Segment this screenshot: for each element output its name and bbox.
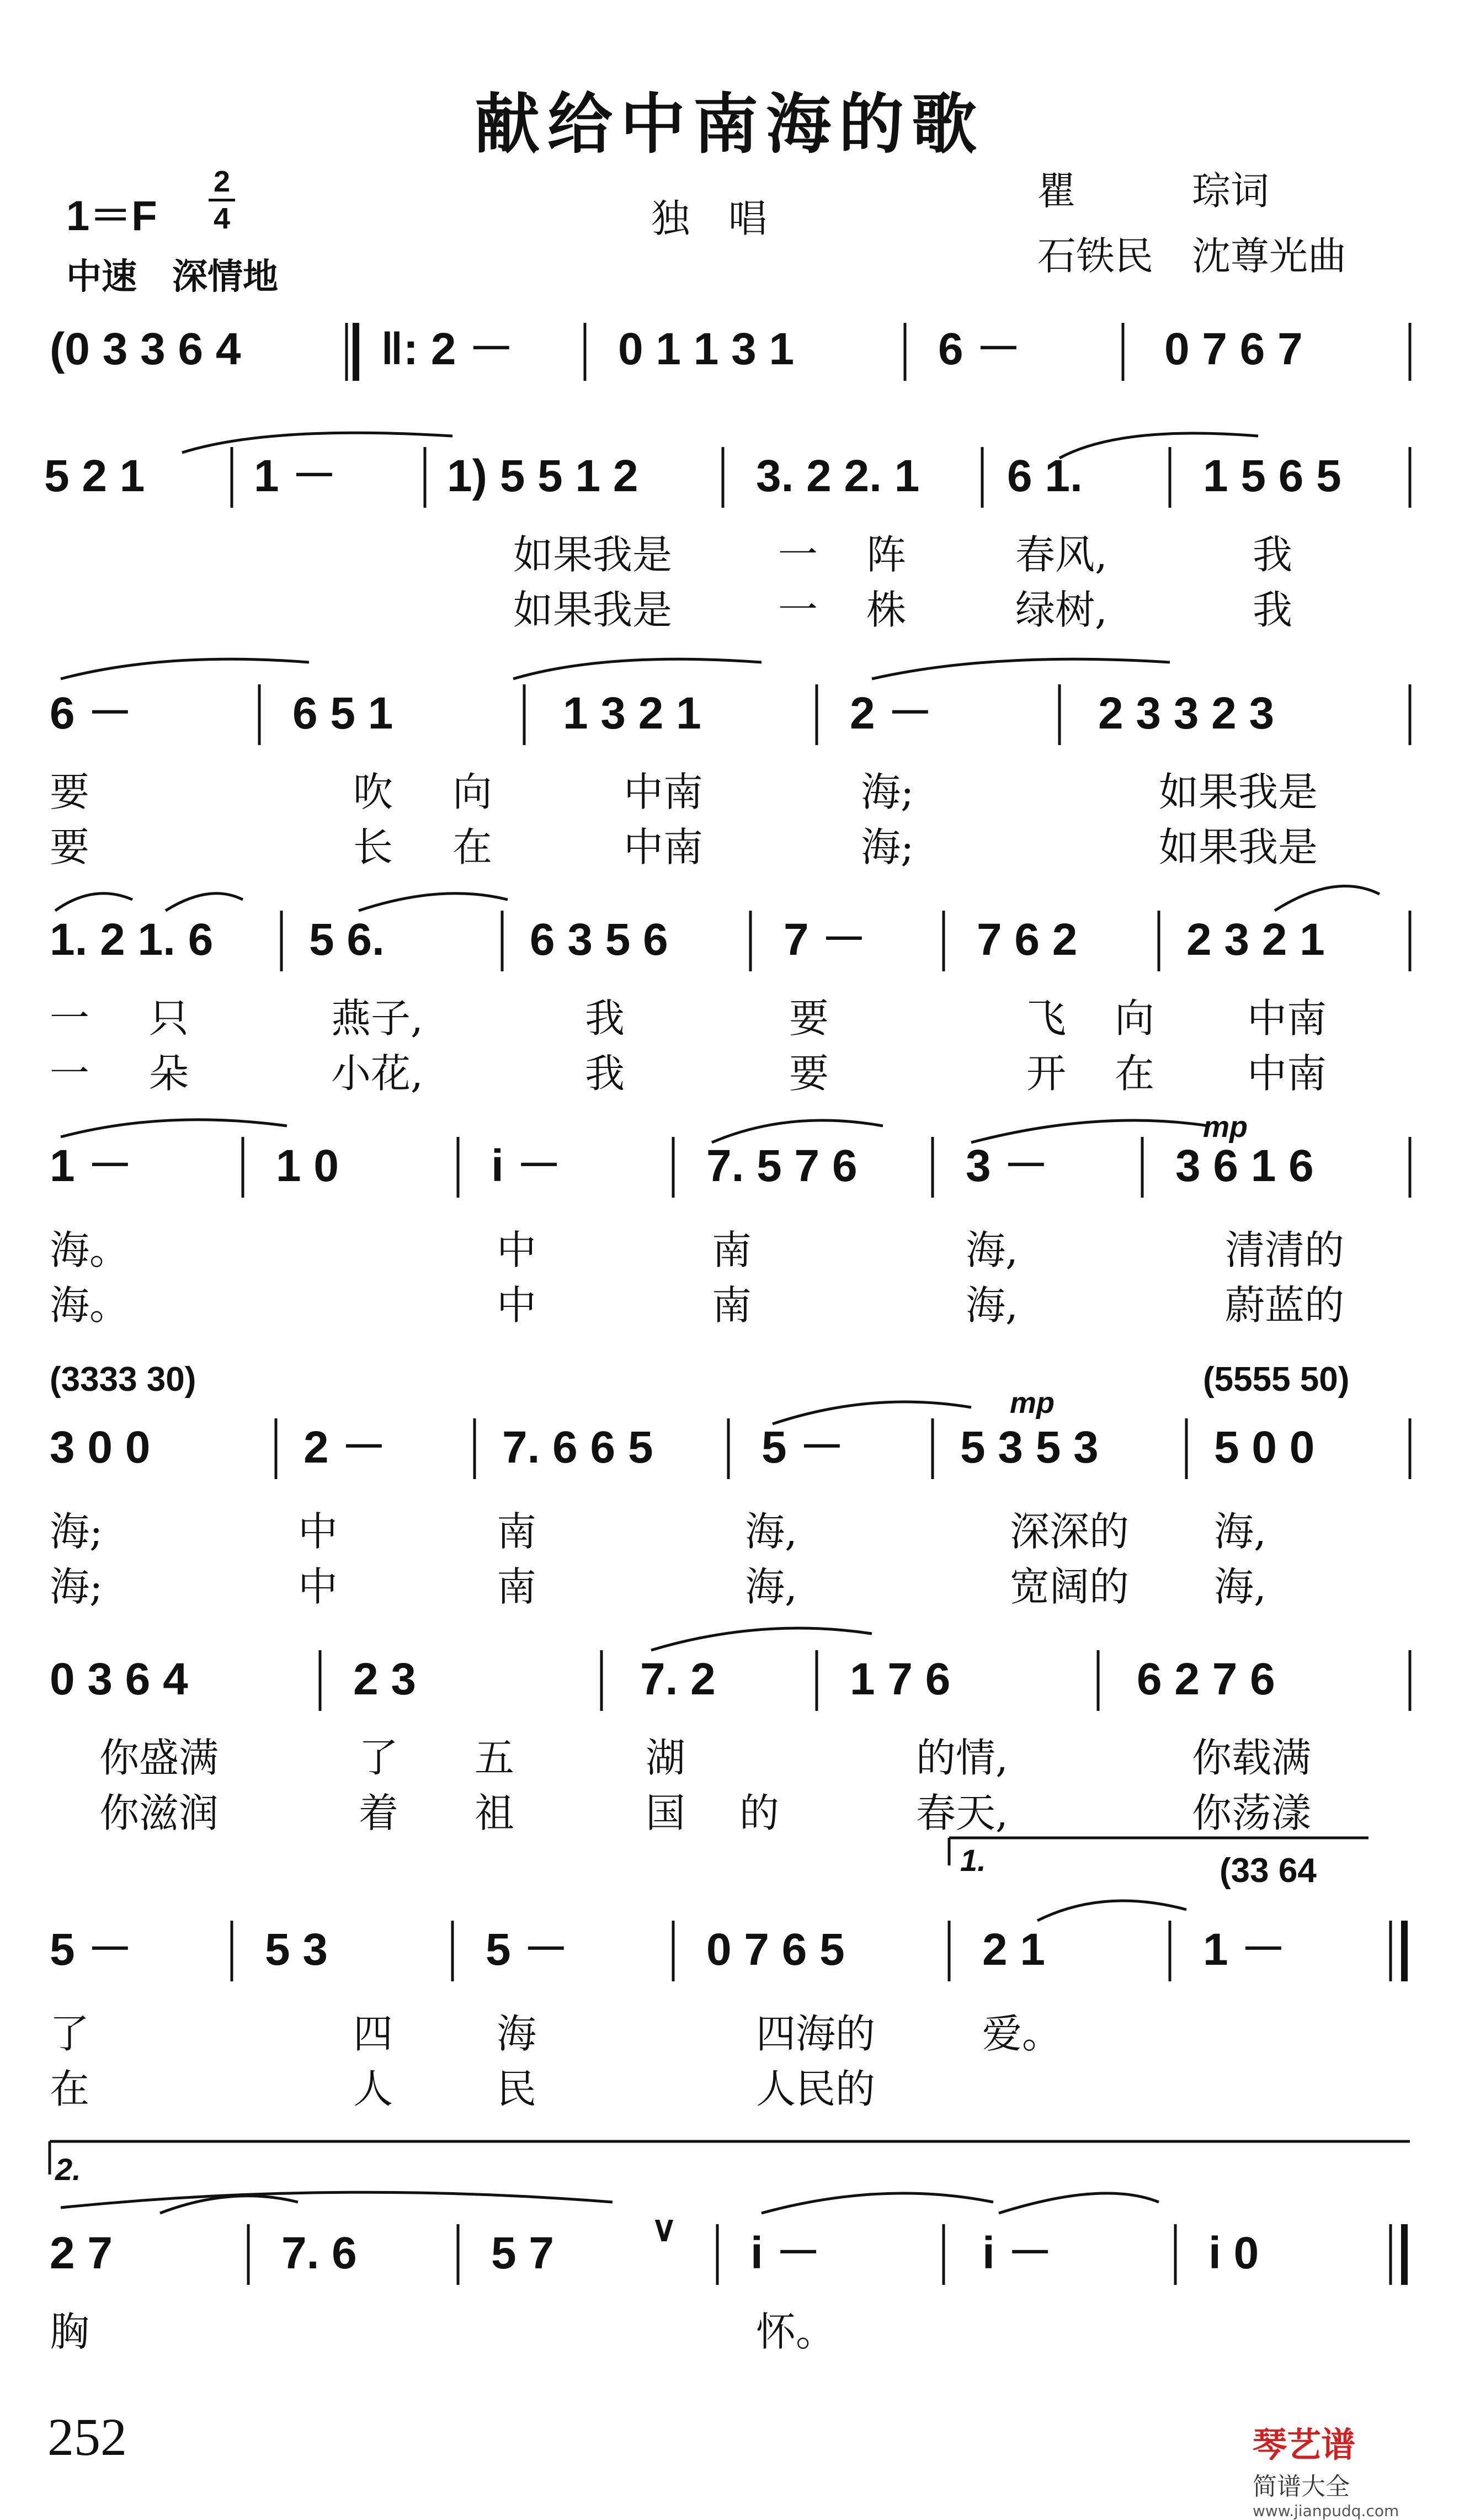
- small-notes-b: (5555 50): [1203, 1360, 1350, 1399]
- lyric-4a-1: 一: [50, 995, 90, 1041]
- lyric-7b-3: 祖: [475, 1790, 515, 1836]
- notes-6-2: 2 －: [303, 1422, 387, 1472]
- lyric-5a-3: 南: [712, 1227, 752, 1273]
- notes-3-4: 2 －: [850, 688, 933, 738]
- lyric-8a-4: 四海的: [756, 2011, 876, 2057]
- lyric-2a-5: 我: [1253, 531, 1293, 578]
- lyric-7b-6: 春天,: [916, 1790, 1008, 1836]
- score-line-6: [50, 1360, 1410, 1479]
- lyric-4a-7: 向: [1115, 995, 1155, 1041]
- time-top: 2: [213, 165, 231, 198]
- notes-7-5: 6 2 7 6: [1137, 1654, 1275, 1704]
- lyric-6a-5: 深深的: [1010, 1508, 1130, 1555]
- lyric-2a-2: 一: [778, 531, 818, 578]
- lyric-8b-1: 在: [50, 2066, 90, 2112]
- notes-1-1: (0 3 3 6 4: [50, 324, 241, 374]
- lyric-5b-4: 海,: [966, 1282, 1018, 1328]
- lyric-4a-8: 中南: [1247, 995, 1327, 1041]
- lyric-7b-5: 的: [739, 1790, 780, 1836]
- lyric-4a-4: 我: [585, 995, 625, 1041]
- small-notes-a: (3333 30): [50, 1360, 196, 1399]
- notes-6-6: 5 0 0: [1214, 1422, 1315, 1472]
- notes-9-4: i －: [750, 2228, 821, 2278]
- notes-8-1: 5 －: [50, 1924, 133, 1975]
- volta-2: 2.: [55, 2152, 81, 2187]
- score-line-1: [50, 323, 1410, 381]
- lyric-3b-5: 海;: [861, 824, 914, 870]
- lyric-6b-1: 海;: [50, 1564, 103, 1610]
- score-line-4: [50, 886, 1410, 971]
- lyric-6b-3: 南: [497, 1564, 537, 1610]
- lyric-4a-6: 飞: [1026, 995, 1067, 1041]
- notes-9-5: i －: [982, 2228, 1053, 2278]
- notes-7-4: 1 7 6: [850, 1654, 951, 1704]
- lyric-6a-3: 南: [497, 1508, 537, 1555]
- lyric-4a-3: 燕子,: [331, 995, 423, 1041]
- lyric-6b-6: 海,: [1214, 1564, 1266, 1610]
- tempo-marking: 中速 深情地: [66, 257, 278, 296]
- notes-6-5: 5 3 5 3: [960, 1422, 1099, 1472]
- notes-5-6: 3 6 1 6: [1175, 1141, 1314, 1191]
- song-title: 献给中南海的歌: [474, 86, 984, 162]
- notes-7-2: 2 3: [353, 1654, 416, 1704]
- lyric-6b-4: 海,: [745, 1564, 797, 1610]
- notes-8-6: 1 －: [1203, 1924, 1286, 1975]
- notes-4-3: 6 3 5 6: [530, 915, 668, 965]
- lyric-3a-3: 向: [452, 769, 493, 815]
- lyric-7a-4: 湖: [646, 1735, 686, 1781]
- lyric-8a-3: 海: [497, 2011, 537, 2057]
- notes-2-3: 1) 5 5 1 2: [447, 451, 638, 501]
- notes-4-6: 2 3 2 1: [1186, 915, 1325, 965]
- notes-8-4: 0 7 6 5: [706, 1924, 845, 1975]
- lyric-5b-3: 南: [712, 1282, 752, 1328]
- lyric-7a-6: 你载满: [1192, 1735, 1312, 1781]
- lyric-8b-4: 人民的: [756, 2066, 876, 2112]
- lyric-6a-4: 海,: [745, 1508, 797, 1555]
- logo-sub-text: 简谱大全: [1253, 2473, 1350, 2501]
- logo-url-text: www.jianpudq.com: [1253, 2502, 1399, 2520]
- lyric-5a-2: 中: [497, 1227, 537, 1273]
- lyric-2a-1: 如果我是: [513, 531, 673, 578]
- notes-3-5: 2 3 3 2 3: [1098, 688, 1275, 738]
- score-line-8: [50, 1838, 1404, 1981]
- notes-2-1: 5 2 1: [44, 451, 145, 501]
- lyric-4a-5: 要: [789, 995, 829, 1041]
- notes-8-3: 5 －: [486, 1924, 569, 1975]
- score-line-3: [50, 659, 1410, 745]
- key-signature: 1＝F: [66, 193, 157, 240]
- notes-3-1: 6 －: [50, 688, 133, 738]
- lyric-8a-1: 了: [50, 2011, 90, 2057]
- lyric-6b-5: 宽阔的: [1010, 1564, 1130, 1610]
- lyricist-credit: 瞿 琮词: [1037, 168, 1269, 214]
- lyric-5b-1: 海。: [50, 1282, 130, 1328]
- lyric-5b-2: 中: [497, 1282, 537, 1328]
- lyric-5b-5: 蔚蓝的: [1225, 1282, 1345, 1328]
- notes-3-3: 1 3 2 1: [563, 688, 701, 738]
- lyric-7a-1: 你盛满: [99, 1735, 219, 1781]
- lyric-9-2: 怀。: [756, 2309, 836, 2355]
- pickup-notes: (33 64: [1220, 1852, 1317, 1890]
- lyric-4b-3: 小花,: [331, 1050, 423, 1097]
- time-bottom: 4: [213, 202, 231, 235]
- lyric-3a-5: 海;: [861, 769, 914, 815]
- lyric-8b-2: 人: [353, 2066, 393, 2112]
- lyric-6a-1: 海;: [50, 1508, 103, 1555]
- lyric-6a-2: 中: [298, 1508, 338, 1555]
- lyric-8b-3: 民: [497, 2066, 537, 2112]
- dynamic-mp: mp: [1203, 1110, 1248, 1144]
- notes-7-3: 7. 2: [640, 1654, 716, 1704]
- lyric-2a-4: 春风,: [1015, 531, 1107, 578]
- lyric-3b-4: 中南: [624, 824, 704, 870]
- notes-6-1: 3 0 0: [50, 1422, 151, 1472]
- breath-mark: ∨: [651, 2209, 677, 2248]
- lyric-9-1: 胸: [50, 2309, 90, 2355]
- lyric-3a-1: 要: [50, 769, 90, 815]
- lyric-4a-2: 只: [149, 995, 189, 1041]
- lyric-3a-6: 如果我是: [1159, 769, 1318, 815]
- composer-credit: 石铁民 沈尊光曲: [1037, 233, 1346, 279]
- lyric-4b-4: 我: [585, 1050, 625, 1097]
- lyric-5a-4: 海,: [966, 1227, 1018, 1273]
- notes-4-4: 7 －: [784, 915, 867, 965]
- lyric-2b-4: 绿树,: [1015, 587, 1107, 633]
- volta-1: 1.: [960, 1843, 986, 1878]
- lyric-2b-1: 如果我是: [513, 587, 673, 633]
- lyric-6a-6: 海,: [1214, 1508, 1266, 1555]
- lyric-6b-2: 中: [298, 1564, 338, 1610]
- notes-4-2: 5 6.: [309, 915, 385, 965]
- lyric-2a-3: 阵: [866, 531, 907, 578]
- score-line-2: [44, 433, 1410, 508]
- notes-5-3: i －: [491, 1141, 562, 1191]
- lyric-4b-8: 中南: [1247, 1050, 1327, 1097]
- logo-main-text: 琴艺谱: [1253, 2425, 1356, 2465]
- notes-2-5: 6 1.: [1007, 451, 1083, 501]
- performance-type: 独唱: [651, 196, 806, 241]
- notes-2-6: 1 5 6 5: [1203, 451, 1341, 501]
- lyric-7b-1: 你滋润: [99, 1790, 219, 1836]
- notes-2-4: 3. 2 2. 1: [756, 451, 920, 501]
- lyric-8a-5: 爱。: [982, 2011, 1062, 2057]
- site-logo: [1253, 2417, 1399, 2520]
- lyric-7b-7: 你荡漾: [1192, 1790, 1312, 1836]
- lyric-3b-3: 在: [452, 824, 493, 870]
- lyric-5a-1: 海。: [50, 1227, 130, 1273]
- notes-3-2: 6 5 1: [292, 688, 393, 738]
- score-line-9: [50, 2141, 1410, 2285]
- notes-8-2: 5 3: [265, 1924, 328, 1975]
- score-line-7: [50, 1628, 1410, 1711]
- lyric-2b-5: 我: [1253, 587, 1293, 633]
- lyric-3b-1: 要: [50, 824, 90, 870]
- lyric-7a-2: 了: [359, 1735, 399, 1781]
- dynamic-mp-2: mp: [1010, 1386, 1055, 1420]
- notes-1-2: ‖: 2 －: [381, 324, 514, 374]
- notes-5-5: 3 －: [966, 1141, 1049, 1191]
- lyric-3a-4: 中南: [624, 769, 704, 815]
- notes-5-4: 7. 5 7 6: [706, 1141, 858, 1191]
- notes-7-1: 0 3 6 4: [50, 1654, 188, 1704]
- notes-5-1: 1 －: [50, 1141, 133, 1191]
- notes-9-1: 2 7: [50, 2228, 113, 2278]
- notes-9-3: 5 7: [491, 2228, 554, 2278]
- lyric-2b-3: 株: [866, 587, 907, 633]
- lyric-4b-7: 在: [1115, 1050, 1155, 1097]
- lyric-5a-5: 清清的: [1225, 1227, 1345, 1273]
- notes-1-3: 0 1 1 3 1: [618, 324, 795, 374]
- notes-9-6: i 0: [1208, 2228, 1259, 2278]
- page-number: 252: [47, 2407, 127, 2466]
- lyric-3b-2: 长: [353, 824, 393, 870]
- notes-6-3: 7. 6 6 5: [502, 1422, 653, 1472]
- notes-4-1: 1. 2 1. 6: [50, 915, 214, 965]
- notes-1-5: 0 7 6 7: [1164, 324, 1303, 374]
- notes-1-4: 6 －: [938, 324, 1021, 374]
- lyric-3b-6: 如果我是: [1159, 824, 1318, 870]
- notes-5-2: 1 0: [276, 1141, 339, 1191]
- lyric-7a-3: 五: [475, 1735, 515, 1781]
- notes-2-2: 1 －: [254, 451, 337, 501]
- notes-4-5: 7 6 2: [977, 915, 1078, 965]
- lyric-7a-5: 的情,: [916, 1735, 1008, 1781]
- lyric-7b-4: 国: [646, 1790, 686, 1836]
- notes-9-2: 7. 6: [281, 2228, 357, 2278]
- lyric-3a-2: 吹: [353, 769, 393, 815]
- lyrics-block: [50, 531, 1344, 2355]
- lyric-7b-2: 着: [359, 1790, 399, 1836]
- lyric-4b-5: 要: [789, 1050, 829, 1097]
- lyric-4b-6: 开: [1026, 1050, 1067, 1097]
- notes-8-5: 2 1: [982, 1924, 1045, 1975]
- score-line-5: [50, 1110, 1410, 1198]
- notes-6-4: 5 －: [762, 1422, 845, 1472]
- lyric-2b-2: 一: [778, 587, 818, 633]
- lyric-4b-2: 朵: [149, 1050, 189, 1097]
- lyric-4b-1: 一: [50, 1050, 90, 1097]
- lyric-8a-2: 四: [353, 2011, 393, 2057]
